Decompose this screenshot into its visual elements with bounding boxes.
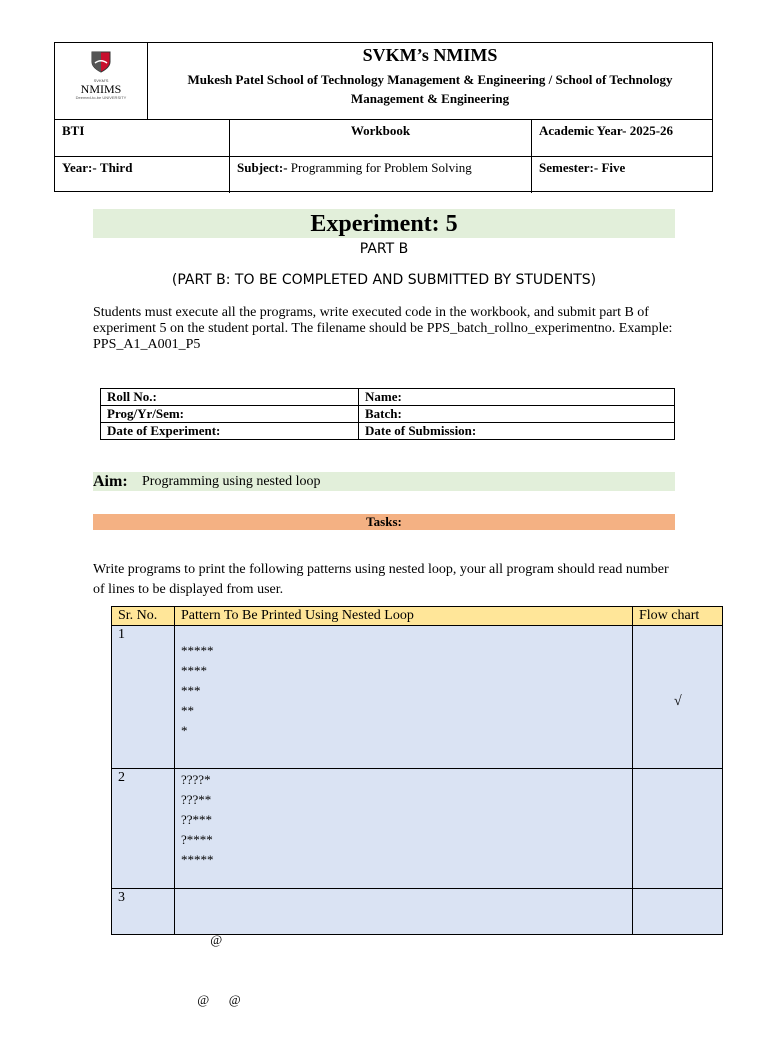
date-of-submission-field: Date of Submission: <box>359 423 675 440</box>
semester-label: Semester:- <box>539 160 599 175</box>
nmims-logo <box>69 51 133 107</box>
header-table <box>54 42 713 192</box>
tasks-heading: Tasks: <box>93 514 675 530</box>
prog-yr-sem-field: Prog/Yr/Sem: <box>101 406 359 423</box>
pattern-line: * <box>181 723 188 738</box>
pattern-line: @ <box>181 932 223 947</box>
header-sr-no: Sr. No. <box>112 607 175 625</box>
roll-no-field: Roll No.: <box>101 389 359 406</box>
title-cell <box>148 43 712 119</box>
table-row <box>112 889 722 1007</box>
experiment-title: Experiment: 5 <box>93 209 675 238</box>
aim-text: Programming using nested loop <box>142 474 321 489</box>
pattern-cell <box>175 626 633 768</box>
pattern-line: ??*** <box>181 812 213 827</box>
semester-cell <box>532 156 712 193</box>
header-flow-chart: Flow chart <box>639 608 700 623</box>
pattern-cell <box>175 889 633 1007</box>
pattern-line: ?**** <box>181 832 213 847</box>
flow-chart-cell <box>633 626 722 768</box>
pattern-cell <box>175 769 633 888</box>
pattern-line: ** <box>181 703 194 718</box>
aim-label: Aim: <box>93 473 128 490</box>
flow-chart-cell <box>633 889 722 934</box>
pattern-line: ***** <box>181 852 214 867</box>
shield-icon <box>91 51 111 73</box>
pattern-table <box>111 606 723 1007</box>
header-row-program <box>55 119 712 157</box>
header-pattern: Pattern To Be Printed Using Nested Loop <box>175 607 633 625</box>
institution-title: SVKM’s NMIMS <box>362 45 498 65</box>
year-label: Year:- <box>62 160 97 175</box>
year-value: Third <box>99 160 133 175</box>
pattern-line: ????* <box>181 772 211 787</box>
info-row <box>101 423 675 440</box>
workbook-cell: Workbook <box>230 119 532 156</box>
name-field: Name: <box>359 389 675 406</box>
subject-label: Subject:- <box>237 160 288 175</box>
sr-no-cell: 1 <box>112 626 175 768</box>
logo-name: NMIMS <box>80 82 122 96</box>
pattern-line: @ @ <box>181 992 241 1007</box>
sr-no-cell: 3 <box>112 889 175 934</box>
pattern-line: **** <box>181 663 207 678</box>
instruction-paragraph: Write programs to print the following patterns using nested loop, your all program should read number of lines to be displayed from user. <box>93 562 669 597</box>
semester-value: Five <box>601 160 626 175</box>
logo-small-text: SVKM'S <box>93 78 109 83</box>
checkmark-icon: √ <box>674 694 682 709</box>
table-row <box>112 626 722 769</box>
pattern-line: *** <box>181 683 201 698</box>
header-row-title <box>55 43 712 120</box>
aim-section <box>93 472 675 491</box>
student-info-table <box>100 388 675 440</box>
part-note: (PART B: TO BE COMPLETED AND SUBMITTED BY STUDENTS) <box>171 272 597 288</box>
pattern-line: ???** <box>181 792 212 807</box>
subject-cell <box>230 156 532 193</box>
batch-field: Batch: <box>359 406 675 423</box>
school-name: Mukesh Patel School of Technology Management & Engineering / School of Technology Management & Engineering <box>187 72 673 106</box>
flow-chart-cell <box>633 769 722 888</box>
logo-cell <box>55 43 148 119</box>
program-cell: BTI <box>55 119 230 156</box>
part-heading: PART B <box>359 241 409 257</box>
academic-year-cell: Academic Year- 2025-26 <box>539 123 674 138</box>
info-row <box>101 406 675 423</box>
year-cell <box>55 156 230 193</box>
date-of-experiment-field: Date of Experiment: <box>101 423 359 440</box>
table-row <box>112 769 722 889</box>
sr-no-cell: 2 <box>112 769 175 888</box>
pattern-line: ***** <box>181 643 214 658</box>
intro-paragraph: Students must execute all the programs, write executed code in the workbook, and submit part B of experiment 5 on the student portal. The filename should be PPS_batch_rollno_experimentno. Example: PPS_A1_A001_P5 <box>93 305 673 352</box>
subject-value: Programming for Problem Solving <box>290 160 472 175</box>
logo-tagline: Deemed-to-be UNIVERSITY <box>75 95 127 100</box>
pattern-table-header <box>112 607 722 626</box>
header-row-details <box>55 156 712 193</box>
info-row <box>101 389 675 406</box>
